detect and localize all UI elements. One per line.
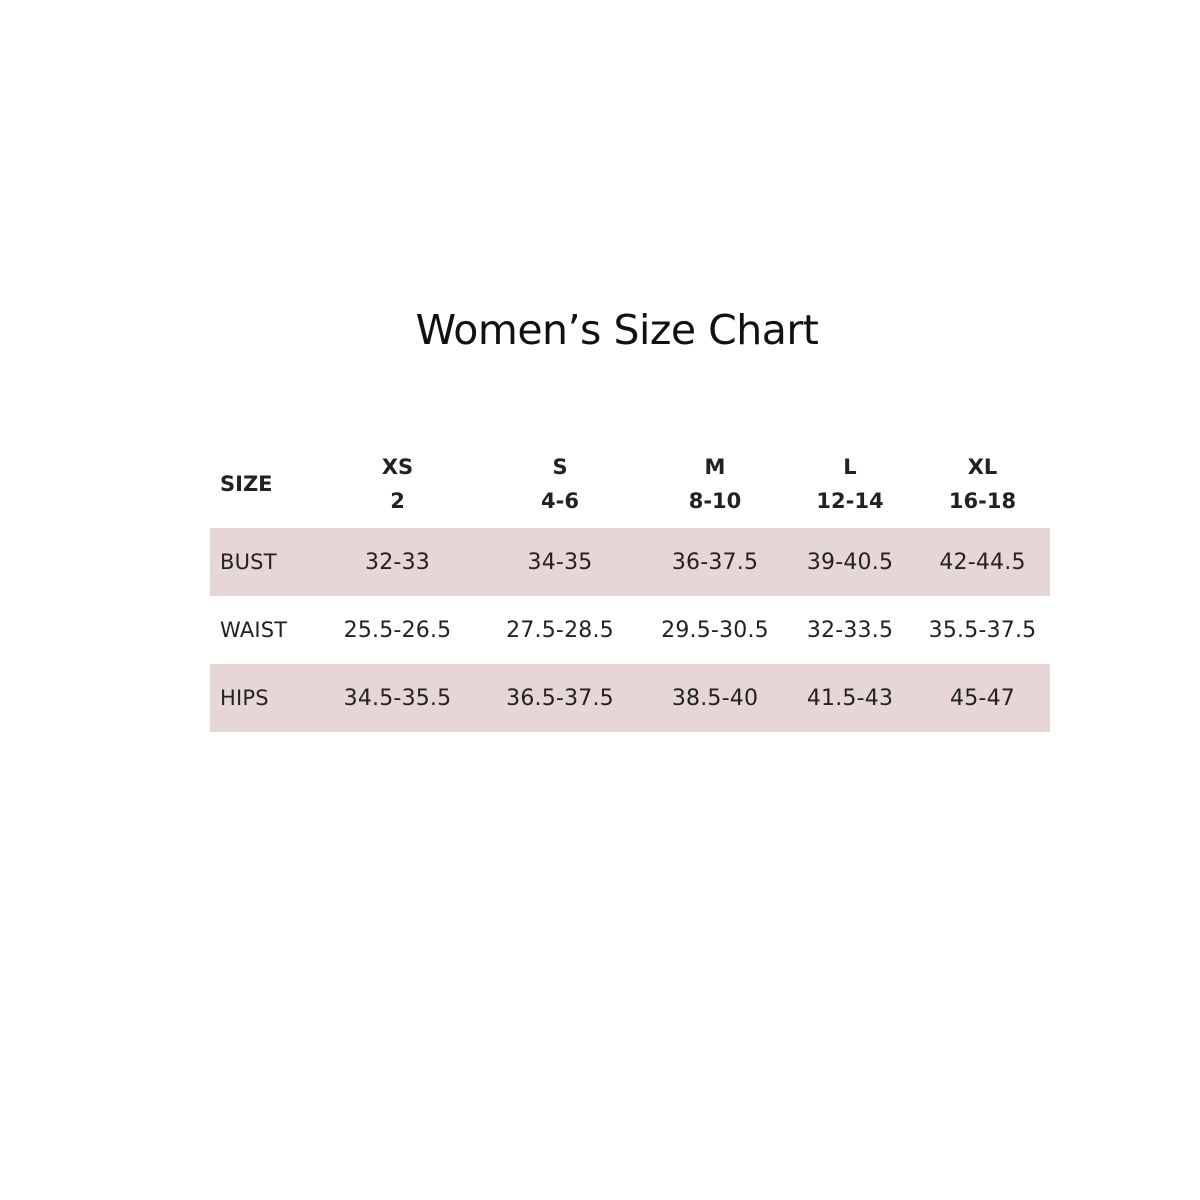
table-row-hips: [210, 664, 1050, 732]
size-column-m: [645, 440, 785, 528]
table-cell: 29.5-30.5: [661, 617, 769, 643]
table-cell: 38.5-40: [645, 664, 785, 732]
table-cell: 25.5-26.5: [343, 617, 452, 643]
header-row: [210, 440, 1050, 528]
table-cell: 34-35: [475, 528, 645, 596]
size-column-xs: [320, 440, 475, 528]
size-number: 4-6: [541, 489, 579, 513]
table-cell: 39-40.5: [785, 528, 915, 596]
row-label: BUST: [210, 528, 320, 596]
size-number: 8-10: [688, 489, 742, 513]
table-cell: 36.5-37.5: [475, 664, 645, 732]
size-number: 2: [390, 489, 405, 513]
size-column-l: [785, 440, 915, 528]
size-number: 16-18: [948, 489, 1017, 513]
size-letter: S: [552, 455, 568, 479]
table-cell: 34.5-35.5: [320, 664, 475, 732]
row-label: HIPS: [210, 664, 320, 732]
table-cell: 42-44.5: [915, 528, 1050, 596]
table-cell: 27.5-28.5: [506, 617, 614, 643]
table-row-waist: [210, 596, 1050, 664]
table-cell: 36-37.5: [645, 528, 785, 596]
size-letter: M: [704, 455, 726, 479]
table-cell: 35.5-37.5: [928, 617, 1037, 643]
size-column-s: [475, 440, 645, 528]
size-column-xl: [915, 440, 1050, 528]
size-header-label: SIZE: [220, 472, 273, 496]
size-letter: L: [843, 455, 857, 479]
table-cell: 41.5-43: [785, 664, 915, 732]
table-row-bust: [210, 528, 1050, 596]
table-cell: 32-33: [320, 528, 475, 596]
size-number: 12-14: [816, 489, 884, 513]
page-title: Women’s Size Chart: [415, 306, 819, 354]
table-cell: 32-33.5: [806, 617, 894, 643]
size-letter: XS: [381, 455, 414, 479]
size-chart-table: [210, 440, 1050, 732]
row-label: WAIST: [220, 618, 288, 642]
table-cell: 45-47: [915, 664, 1050, 732]
size-letter: XL: [967, 455, 998, 479]
